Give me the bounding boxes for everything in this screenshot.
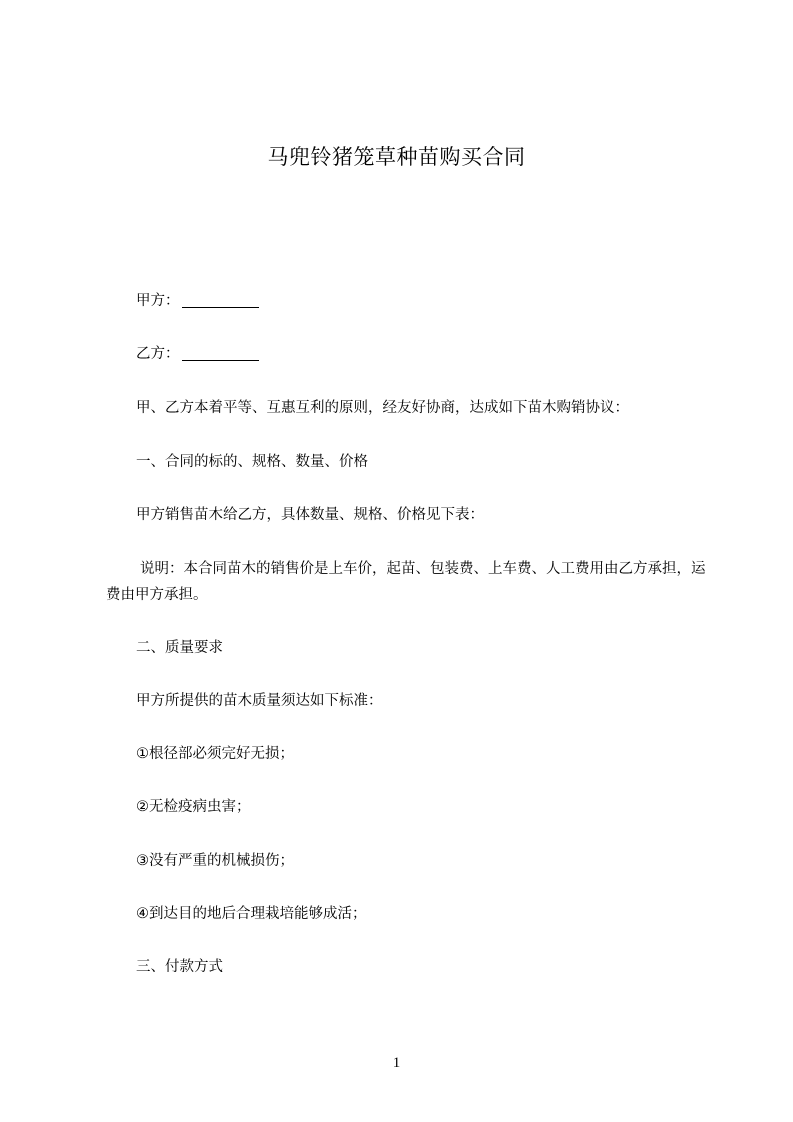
page-number: 1 xyxy=(392,1055,401,1071)
party-b-blank xyxy=(182,344,259,361)
party-b-label: 乙方： xyxy=(136,346,180,362)
requirement-item: ①根径部必须完好无损； xyxy=(136,746,294,762)
section2-heading: 二、质量要求 xyxy=(136,640,223,656)
requirement-item: ④到达目的地后合理栽培能够成活； xyxy=(136,906,367,922)
section3-heading: 三、付款方式 xyxy=(136,959,223,975)
requirement-item: ②无检疫病虫害； xyxy=(136,799,251,815)
party-a-blank xyxy=(182,291,259,308)
section1-note: 说明：本合同苗木的销售价是上车价，起苗、包装费、上车费、人工费用由乙方承担，运费由甲方承担。 xyxy=(106,561,706,603)
section2-text: 甲方所提供的苗木质量须达如下标准： xyxy=(136,693,383,709)
section1-text: 甲方销售苗木给乙方，具体数量、规格、价格见下表： xyxy=(136,507,484,523)
document-title: 马兜铃猪笼草种苗购买合同 xyxy=(267,145,526,169)
party-a-line xyxy=(136,289,706,313)
party-b-line xyxy=(136,342,706,366)
section1-heading: 一、合同的标的、规格、数量、价格 xyxy=(136,454,368,470)
party-a-label: 甲方： xyxy=(136,293,180,309)
intro-paragraph: 甲、乙方本着平等、互惠互利的原则，经友好协商，达成如下苗木购销协议： xyxy=(136,400,629,416)
requirement-item: ③没有严重的机械损伤； xyxy=(136,853,294,869)
